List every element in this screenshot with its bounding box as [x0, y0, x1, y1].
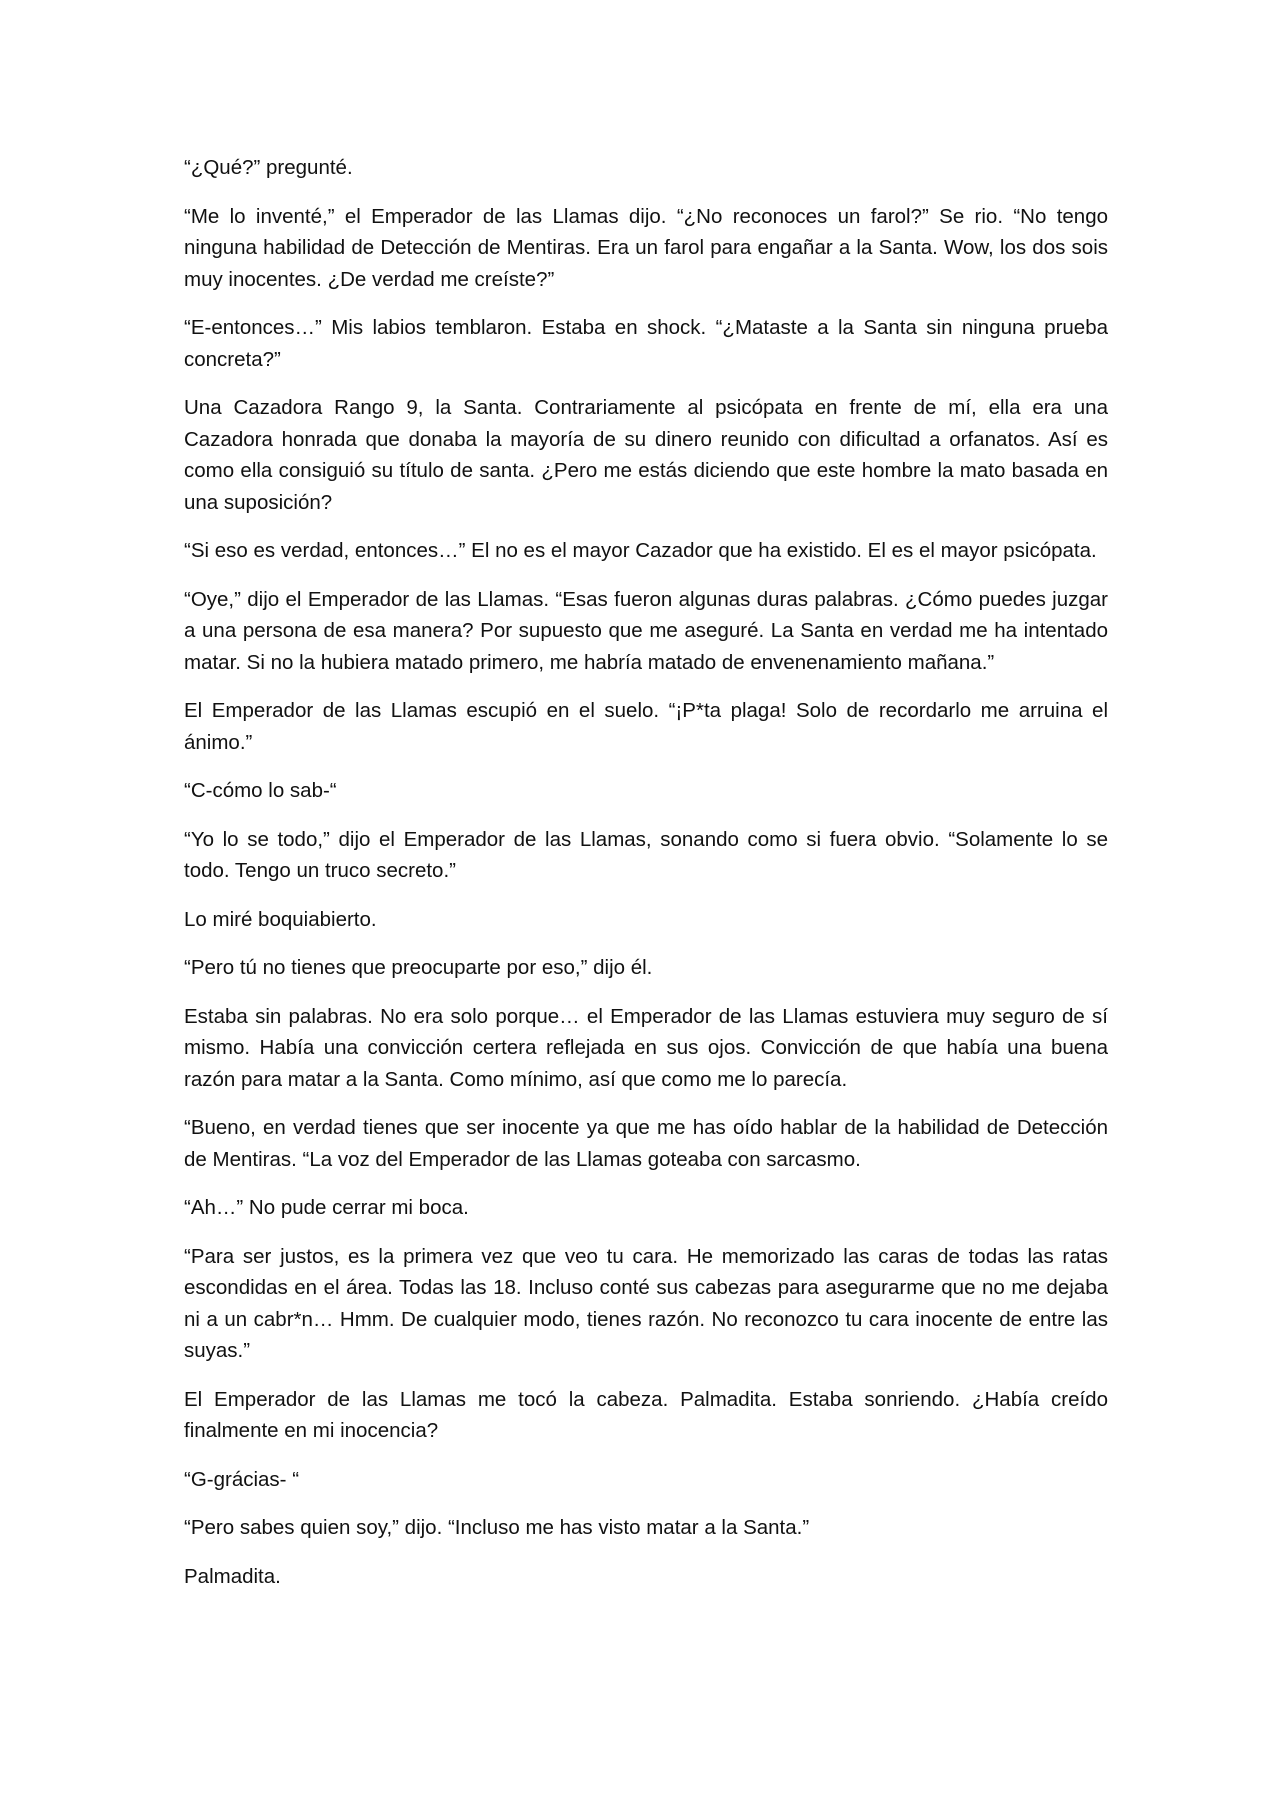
paragraph-10: Lo miré boquiabierto.	[184, 907, 377, 931]
paragraph-12: Estaba sin palabras. No era solo porque… el Emperador de las Llamas estuviera muy seguro de sí mismo. Había una convicción certera reflejada en sus ojos. Convicción de que había una buena razón para matar a la Santa. Como mínimo, así que como me lo parecía.	[184, 1004, 1108, 1091]
paragraph-6: “Oye,” dijo el Emperador de las Llamas. “Esas fueron algunas duras palabras. ¿Cómo puedes juzgar a una persona de esa manera? Por supuesto que me aseguré. La Santa en verdad me ha intentado matar. Si no la hubiera matado primero, me habría matado de envenenamiento mañana.”	[184, 587, 1108, 674]
paragraph-11: “Pero tú no tienes que preocuparte por eso,” dijo él.	[184, 956, 653, 979]
paragraph-9: “Yo lo se todo,” dijo el Emperador de las Llamas, sonando como si fuera obvio. “Solamente lo se todo. Tengo un truco secreto.”	[184, 827, 1108, 882]
paragraph-7: El Emperador de las Llamas escupió en el suelo. “¡P*ta plaga! Solo de recordarlo me arruina el ánimo.”	[184, 699, 1108, 754]
story-text	[184, 152, 1108, 1609]
paragraph-4: Una Cazadora Rango 9, la Santa. Contrariamente al psicópata en frente de mí, ella era una Cazadora honrada que donaba la mayoría de su dinero reunido con dificultad a orfanatos. Así es como ella consiguió su título de santa. ¿Pero me estás diciendo que este hombre la mato basada en una suposición?	[184, 396, 1108, 514]
paragraph-1: “¿Qué?” pregunté.	[184, 156, 353, 179]
paragraph-17: “G-grácias- “	[184, 1467, 300, 1491]
paragraph-5: “Si eso es verdad, entonces…” El no es el mayor Cazador que ha existido. El es el mayor psicópata.	[184, 539, 1097, 562]
paragraph-16: El Emperador de las Llamas me tocó la cabeza. Palmadita. Estaba sonriendo. ¿Había creído finalmente en mi inocencia?	[184, 1387, 1108, 1442]
paragraph-3: “E-entonces…” Mis labios temblaron. Estaba en shock. “¿Mataste a la Santa sin ninguna prueba concreta?”	[184, 316, 1108, 371]
paragraph-19: Palmadita.	[184, 1564, 281, 1588]
paragraph-18: “Pero sabes quien soy,” dijo. “Incluso me has visto matar a la Santa.”	[184, 1516, 810, 1539]
paragraph-14: “Ah…” No pude cerrar mi boca.	[184, 1196, 469, 1219]
paragraph-15: “Para ser justos, es la primera vez que veo tu cara. He memorizado las caras de todas las ratas escondidas en el área. Todas las 18. Incluso conté sus cabezas para asegurarme que no me dejaba ni a un cabr*n… Hmm. De cualquier modo, tienes razón. No reconozco tu cara inocente de entre las suyas.”	[184, 1244, 1108, 1362]
paragraph-13: “Bueno, en verdad tienes que ser inocente ya que me has oído hablar de la habilidad de Detección de Mentiras. “La voz del Emperador de las Llamas goteaba con sarcasmo.	[184, 1116, 1108, 1171]
paragraph-2: “Me lo inventé,” el Emperador de las Llamas dijo. “¿No reconoces un farol?” Se rio. “No tengo ninguna habilidad de Detección de Mentiras. Era un farol para engañar a la Santa. Wow, los dos sois muy inocentes. ¿De verdad me creíste?”	[184, 204, 1108, 291]
paragraph-8: “C-cómo lo sab-“	[184, 779, 337, 802]
